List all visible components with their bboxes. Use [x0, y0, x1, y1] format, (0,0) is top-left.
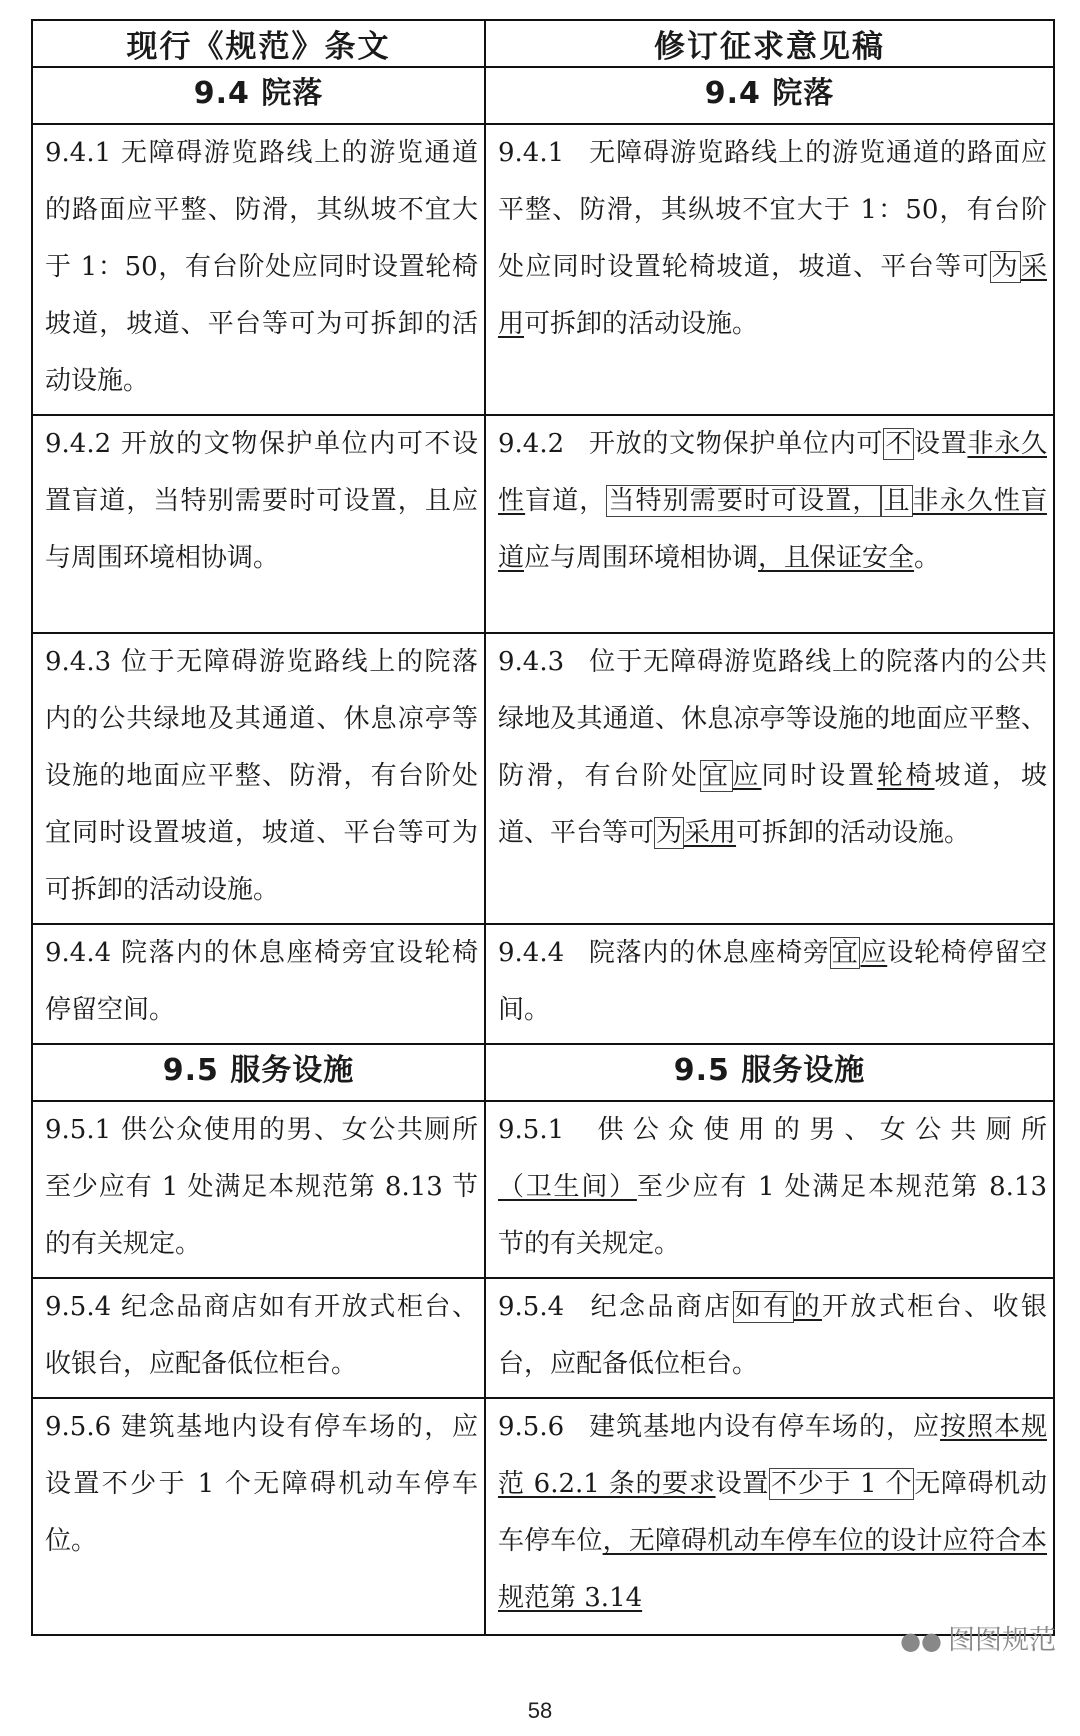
clause-9-4-1-current: 9.4.1 无障碍游览路线上的游览通道的路面应平整、防滑，其纵坡不宜大于 1：50，有台阶处应同时设置轮椅坡道，坡道、平台等可为可拆卸的活动设施。: [32, 124, 485, 415]
text-segment: 盲道，: [525, 486, 607, 516]
clause-number: 9.5.1: [498, 1115, 565, 1145]
clause-row-9-4-4: [32, 924, 1054, 1044]
clause-number: 9.4.2: [498, 429, 565, 459]
clause-9-4-2-current: 9.4.2 开放的文物保护单位内可不设置盲道，当特别需要时可设置，且应与周围环境相协调。: [32, 415, 485, 633]
text-segment: 开放的文物保护单位内可: [588, 429, 884, 459]
text-segment: 设置: [715, 1469, 769, 1499]
section-9-4-left: 9.4 院落: [32, 67, 485, 124]
section-row-9-5: [32, 1044, 1054, 1101]
clause-9-5-6-revised: [485, 1398, 1054, 1635]
clause-9-5-4-current: 9.5.4 纪念品商店如有开放式柜台、收银台，应配备低位柜台。: [32, 1278, 485, 1398]
inserted-text: 按照本规范 6.2.1 条的要求: [498, 1412, 1047, 1499]
clause-9-5-1-current: 9.5.1 供公众使用的男、女公共厕所至少应有 1 处满足本规范第 8.13 节的有关规定。: [32, 1101, 485, 1278]
deleted-text: 且: [883, 486, 911, 516]
clause-9-4-3-current: 9.4.3 位于无障碍游览路线上的院落内的公共绿地及其通道、休息凉亭等设施的地面应平整、防滑，有台阶处宜同时设置坡道，坡道、平台等可为可拆卸的活动设施。: [32, 633, 485, 924]
header-row: [32, 20, 1054, 67]
text-segment: 坡道，坡道、平台等可: [498, 761, 1047, 848]
clause-9-5-1-revised: [485, 1101, 1054, 1278]
deleted-text: 当特别需要时可设置，: [608, 486, 880, 516]
deleted-text: 不: [885, 429, 912, 459]
page-number: 58: [527, 1698, 553, 1723]
inserted-text: 的: [793, 1292, 822, 1322]
clause-9-5-6-current: 9.5.6 建筑基地内设有停车场的，应设置不少于 1 个无障碍机动车停车位。: [32, 1398, 485, 1635]
section-row-9-4: [32, 67, 1054, 124]
text-segment: 纪念品商店: [588, 1292, 733, 1322]
clause-number: 9.4.1: [498, 138, 565, 168]
inserted-text: ，无障碍机动车停车位的设计应符合本规范第 3.14: [498, 1526, 1047, 1613]
clause-row-9-4-2: [32, 415, 1054, 633]
clause-number: 9.4.4: [498, 938, 565, 968]
section-9-5-right: 9.5 服务设施: [485, 1044, 1054, 1101]
clause-9-4-2-revised: [485, 415, 1054, 633]
clause-9-4-3-revised: [485, 633, 1054, 924]
wechat-icon: ●●: [900, 1627, 942, 1655]
text-segment: 供公众使用的男、女公共厕所: [588, 1115, 1047, 1145]
inserted-text: 非永久性盲道: [498, 486, 1047, 573]
text-segment: 建筑基地内设有停车场的，应: [588, 1412, 941, 1442]
deleted-text: 不少于 1 个: [770, 1469, 913, 1499]
inserted-text: ，且保证安全: [758, 543, 915, 573]
inserted-text: 应: [860, 938, 888, 968]
deleted-text: 为: [656, 818, 683, 848]
clause-number: 9.5.6: [498, 1412, 565, 1442]
text-segment: 至少应有 1 处满足本规范第 8.13 节的有关规定。: [498, 1172, 1047, 1259]
clause-row-9-4-3: [32, 633, 1054, 924]
deleted-text: 宜: [831, 938, 859, 968]
section-9-4-right: 9.4 院落: [485, 67, 1054, 124]
clause-number: 9.5.4: [498, 1292, 565, 1322]
text-segment: 可拆卸的活动设施。: [736, 818, 971, 848]
text-segment: 同时设置: [761, 761, 877, 791]
inserted-text: （卫生间）: [498, 1172, 637, 1202]
inserted-text: 应: [732, 761, 762, 791]
watermark-text: 图图规范: [948, 1625, 1056, 1656]
text-segment: 无障碍游览路线上的游览通道的路面应平整、防滑，其纵坡不宜大于 1：50，有台阶处应同时设置轮椅坡道，坡道、平台等可: [498, 138, 1047, 282]
clause-number: 9.4.3: [498, 647, 565, 677]
header-current-clause: 现行《规范》条文: [32, 20, 485, 67]
text-segment: 开放式柜台、收银台，应配备低位柜台。: [498, 1292, 1047, 1379]
clause-9-4-4-revised: [485, 924, 1054, 1044]
header-revision-draft: 修订征求意见稿: [485, 20, 1054, 67]
inserted-text: 非永久性: [498, 429, 1047, 516]
watermark: [900, 1618, 1056, 1657]
clause-row-9-4-1: [32, 124, 1054, 415]
clause-9-4-1-revised: [485, 124, 1054, 415]
text-segment: 设轮椅停留空间。: [498, 938, 1047, 1025]
text-segment: 可拆卸的活动设施。: [524, 309, 759, 339]
deleted-text: 为: [991, 252, 1019, 282]
text-segment: 应与周围环境相协调: [524, 543, 759, 573]
inserted-text: 采用: [684, 818, 737, 848]
section-9-5-left: 9.5 服务设施: [32, 1044, 485, 1101]
text-segment: 无障碍机动车停车位: [498, 1469, 1047, 1556]
deleted-text: 宜: [701, 761, 731, 791]
text-segment: 院落内的休息座椅旁: [588, 938, 830, 968]
clause-row-9-5-1: [32, 1101, 1054, 1278]
deleted-text: 如有: [734, 1292, 792, 1322]
text-segment: 设置: [913, 429, 968, 459]
clause-row-9-5-4: [32, 1278, 1054, 1398]
text-segment: 位于无障碍游览路线上的院落内的公共绿地及其通道、休息凉亭等设施的地面应平整、防滑，有台阶处: [498, 647, 1047, 791]
clause-row-9-5-6: [32, 1398, 1054, 1635]
clause-9-5-4-revised: [485, 1278, 1054, 1398]
comparison-table: [31, 19, 1055, 1636]
text-segment: 。: [914, 543, 941, 573]
clause-9-4-4-current: 9.4.4 院落内的休息座椅旁宜设轮椅停留空间。: [32, 924, 485, 1044]
inserted-text: 采用: [498, 252, 1047, 339]
inserted-text: 轮椅: [876, 761, 935, 791]
